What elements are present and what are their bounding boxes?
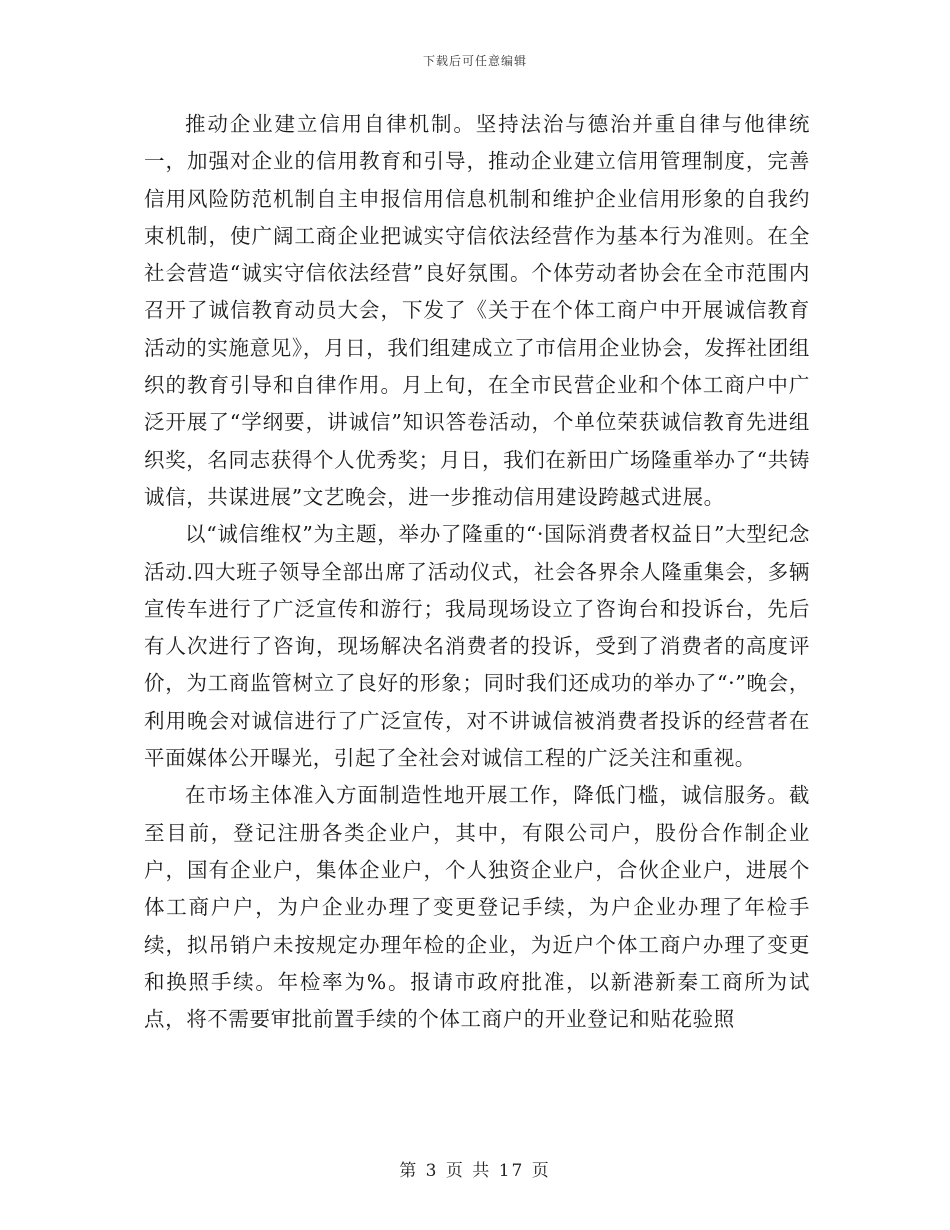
paragraph-market-entry: 在市场主体准入方面制造性地开展工作，降低门槛，诚信服务。截至目前，登记注册各类企业户，其中，有限公司户，股份合作制企业户，国有企业户，集体企业户，个人独资企业户，合伙企业户，进展个体工商户户，为户企业办理了变更登记手续，为户企业办理了年检手续，拟吊销户未按规定办理年检的企业，为近户个体工商户办理了变更和换照手续。年检率为%。报请市政府批准，以新港新秦工商所为试点，将不需要审批前置手续的个体工商户的开业登记和贴花验照 <box>144 783 810 1032</box>
page-header: 下载后可任意编辑 <box>422 54 527 68</box>
paragraph-credit-self-discipline: 推动企业建立信用自律机制。坚持法治与德治并重自律与他律统一，加强对企业的信用教育和引导，推动企业建立信用管理制度，完善信用风险防范机制自主申报信用信息机制和维护企业信用形象的自我约束机制，使广阔工商企业把诚实守信依法经营作为基本行为准则。在全社会营造“诚实守信依法经营”良好氛围。个体劳动者协会在全市范围内召开了诚信教育动员大会，下发了《关于在个体工商户中开展诚信教育活动的实施意见》，月日，我们组建成立了市信用企业协会，发挥社团组织的教育引导和自律作用。月上旬，在全市民营企业和个体工商户中广泛开展了“学纲要，讲诚信”知识答卷活动，个单位荣获诚信教育先进组织奖，名同志获得个人优秀奖；月日，我们在新田广场隆重举办了“共铸诚信，共谋进展”文艺晚会，进一步推动信用建设跨越式进展。 <box>144 112 810 509</box>
paragraph-consumer-rights-day: 以“诚信维权”为主题，举办了隆重的“·国际消费者权益日”大型纪念活动.四大班子领导全部出席了活动仪式，社会各界余人隆重集会，多辆宣传车进行了广泛宣传和游行；我局现场设立了咨询台和投诉台，先后有人次进行了咨询，现场解决名消费者的投诉，受到了消费者的高度评价，为工商监管树立了良好的形象；同时我们还成功的举办了“·”晚会，利用晚会对诚信进行了广泛宣传，对不讲诚信被消费者投诉的经营者在平面媒体公开曝光，引起了全社会对诚信工程的广泛关注和重视。 <box>144 522 810 771</box>
page-number-footer: 第 3 页 共 17 页 <box>399 1161 551 1181</box>
document-body <box>144 106 810 1038</box>
